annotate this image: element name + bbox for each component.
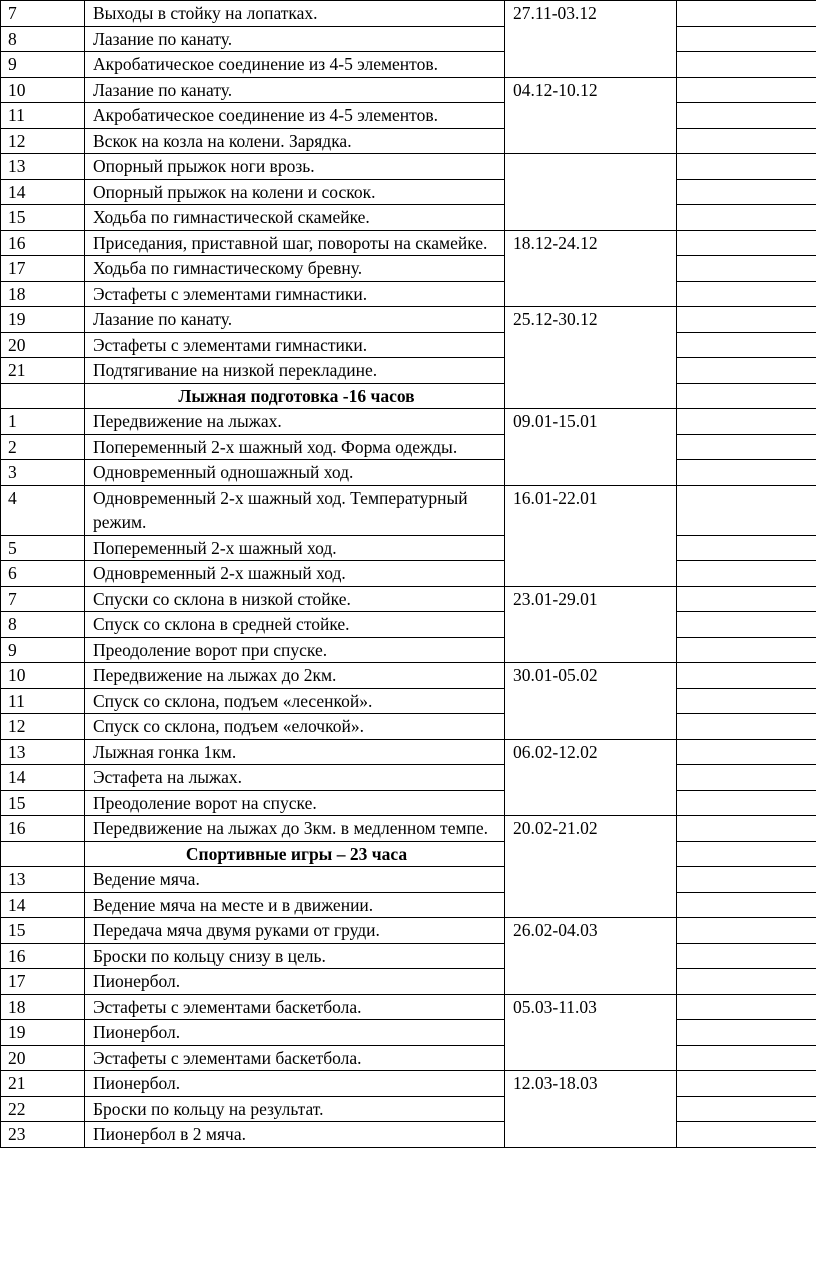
lesson-topic: Вскок на козла на колени. Зарядка. [85, 128, 505, 154]
correction-cell [677, 52, 816, 78]
lesson-topic: Одновременный одношажный ход. [85, 460, 505, 486]
lesson-number: 12 [1, 128, 85, 154]
lesson-number: 9 [1, 637, 85, 663]
lesson-number: 1 [1, 409, 85, 435]
lesson-topic: Спуск со склона в средней стойке. [85, 612, 505, 638]
lesson-number: 18 [1, 281, 85, 307]
correction-cell [677, 307, 816, 333]
lesson-topic: Выходы в стойку на лопатках. [85, 1, 505, 27]
table-row [1, 460, 816, 486]
lesson-date-range [505, 154, 677, 231]
lesson-date-range: 06.02-12.02 [505, 739, 677, 816]
lesson-number: 9 [1, 52, 85, 78]
lesson-number: 11 [1, 688, 85, 714]
correction-cell [677, 918, 816, 944]
correction-cell [677, 892, 816, 918]
correction-cell [677, 790, 816, 816]
correction-cell [677, 434, 816, 460]
lesson-number: 7 [1, 586, 85, 612]
lesson-date-range: 20.02-21.02 [505, 816, 677, 918]
table-row [1, 586, 816, 612]
lesson-number: 14 [1, 765, 85, 791]
lesson-topic: Передвижение на лыжах до 2км. [85, 663, 505, 689]
lesson-topic: Пионербол в 2 мяча. [85, 1122, 505, 1148]
table-row [1, 1045, 816, 1071]
table-row [1, 179, 816, 205]
section-header-row [1, 841, 816, 867]
lesson-number: 21 [1, 1071, 85, 1097]
table-row [1, 358, 816, 384]
lesson-number: 14 [1, 179, 85, 205]
section-title: Спортивные игры – 23 часа [85, 841, 505, 867]
correction-cell [677, 256, 816, 282]
lesson-topic: Передвижение на лыжах. [85, 409, 505, 435]
table-row [1, 714, 816, 740]
correction-cell [677, 637, 816, 663]
correction-cell [677, 586, 816, 612]
correction-cell [677, 26, 816, 52]
lesson-date-range: 04.12-10.12 [505, 77, 677, 154]
table-row [1, 434, 816, 460]
correction-cell [677, 688, 816, 714]
table-row [1, 230, 816, 256]
lesson-number: 18 [1, 994, 85, 1020]
lesson-number: 5 [1, 535, 85, 561]
lesson-number: 17 [1, 969, 85, 995]
lesson-number: 10 [1, 77, 85, 103]
lesson-topic: Опорный прыжок ноги врозь. [85, 154, 505, 180]
correction-cell [677, 816, 816, 842]
table-row [1, 637, 816, 663]
table-row [1, 103, 816, 129]
table-row [1, 816, 816, 842]
lesson-date-range: 27.11-03.12 [505, 1, 677, 78]
lesson-topic: Пионербол. [85, 1020, 505, 1046]
lesson-topic: Попеременный 2-х шажный ход. Форма одежды. [85, 434, 505, 460]
lesson-topic: Опорный прыжок на колени и соскок. [85, 179, 505, 205]
lesson-topic: Броски по кольцу снизу в цель. [85, 943, 505, 969]
table-row [1, 765, 816, 791]
lesson-plan-body [1, 1, 816, 1148]
table-row [1, 969, 816, 995]
lesson-topic: Эстафеты с элементами гимнастики. [85, 281, 505, 307]
table-row [1, 688, 816, 714]
section-number-cell [1, 841, 85, 867]
lesson-number: 16 [1, 943, 85, 969]
correction-cell [677, 77, 816, 103]
lesson-date-range: 05.03-11.03 [505, 994, 677, 1071]
table-row [1, 867, 816, 893]
correction-cell [677, 1, 816, 27]
lesson-date-range: 30.01-05.02 [505, 663, 677, 740]
lesson-number: 20 [1, 1045, 85, 1071]
lesson-number: 15 [1, 205, 85, 231]
correction-cell [677, 535, 816, 561]
table-row [1, 739, 816, 765]
table-row [1, 918, 816, 944]
correction-cell [677, 969, 816, 995]
correction-cell [677, 1096, 816, 1122]
table-row [1, 307, 816, 333]
lesson-topic: Спуски со склона в низкой стойке. [85, 586, 505, 612]
lesson-topic: Броски по кольцу на результат. [85, 1096, 505, 1122]
correction-cell [677, 612, 816, 638]
table-row [1, 663, 816, 689]
correction-cell [677, 205, 816, 231]
correction-cell [677, 409, 816, 435]
table-row [1, 485, 816, 535]
lesson-topic: Лазание по канату. [85, 307, 505, 333]
correction-cell [677, 460, 816, 486]
lesson-number: 13 [1, 154, 85, 180]
lesson-number: 13 [1, 739, 85, 765]
lesson-topic: Попеременный 2-х шажный ход. [85, 535, 505, 561]
lesson-topic: Ходьба по гимнастическому бревну. [85, 256, 505, 282]
lesson-number: 19 [1, 307, 85, 333]
lesson-topic: Пионербол. [85, 1071, 505, 1097]
lesson-topic: Ведение мяча на месте и в движении. [85, 892, 505, 918]
lesson-topic: Эстафеты с элементами баскетбола. [85, 994, 505, 1020]
table-row [1, 790, 816, 816]
section-title: Лыжная подготовка -16 часов [85, 383, 505, 409]
table-row [1, 256, 816, 282]
table-row [1, 612, 816, 638]
lesson-topic: Эстафеты с элементами баскетбола. [85, 1045, 505, 1071]
table-row [1, 535, 816, 561]
lesson-number: 7 [1, 1, 85, 27]
table-row [1, 1071, 816, 1097]
correction-cell [677, 230, 816, 256]
lesson-topic: Ведение мяча. [85, 867, 505, 893]
table-row [1, 409, 816, 435]
lesson-number: 15 [1, 918, 85, 944]
table-row [1, 52, 816, 78]
table-row [1, 77, 816, 103]
lesson-number: 14 [1, 892, 85, 918]
correction-cell [677, 1122, 816, 1148]
lesson-number: 6 [1, 561, 85, 587]
table-row [1, 332, 816, 358]
correction-cell [677, 383, 816, 409]
section-number-cell [1, 383, 85, 409]
correction-cell [677, 1020, 816, 1046]
lesson-date-range: 12.03-18.03 [505, 1071, 677, 1148]
table-row [1, 26, 816, 52]
correction-cell [677, 765, 816, 791]
lesson-number: 8 [1, 26, 85, 52]
lesson-topic: Передвижение на лыжах до 3км. в медленном темпе. [85, 816, 505, 842]
lesson-topic: Преодоление ворот при спуске. [85, 637, 505, 663]
correction-cell [677, 943, 816, 969]
lesson-date-range: 09.01-15.01 [505, 409, 677, 486]
table-row [1, 1020, 816, 1046]
lesson-topic: Лазание по канату. [85, 26, 505, 52]
correction-cell [677, 154, 816, 180]
table-row [1, 943, 816, 969]
lesson-number: 16 [1, 230, 85, 256]
table-row [1, 561, 816, 587]
lesson-number: 8 [1, 612, 85, 638]
correction-cell [677, 179, 816, 205]
lesson-number: 23 [1, 1122, 85, 1148]
lesson-number: 20 [1, 332, 85, 358]
lesson-number: 15 [1, 790, 85, 816]
correction-cell [677, 358, 816, 384]
lesson-topic: Спуск со склона, подъем «лесенкой». [85, 688, 505, 714]
correction-cell [677, 714, 816, 740]
correction-cell [677, 103, 816, 129]
correction-cell [677, 281, 816, 307]
correction-cell [677, 485, 816, 535]
correction-cell [677, 739, 816, 765]
lesson-number: 2 [1, 434, 85, 460]
lesson-number: 10 [1, 663, 85, 689]
correction-cell [677, 1071, 816, 1097]
lesson-topic: Передача мяча двумя руками от груди. [85, 918, 505, 944]
lesson-number: 19 [1, 1020, 85, 1046]
correction-cell [677, 841, 816, 867]
lesson-topic: Одновременный 2-х шажный ход. Температурный режим. [85, 485, 505, 535]
lesson-topic: Подтягивание на низкой перекладине. [85, 358, 505, 384]
correction-cell [677, 994, 816, 1020]
lesson-number: 17 [1, 256, 85, 282]
lesson-topic: Лыжная гонка 1км. [85, 739, 505, 765]
lesson-topic: Спуск со склона, подъем «елочкой». [85, 714, 505, 740]
lesson-date-range: 18.12-24.12 [505, 230, 677, 307]
lesson-number: 16 [1, 816, 85, 842]
table-row [1, 892, 816, 918]
lesson-number: 21 [1, 358, 85, 384]
table-row [1, 994, 816, 1020]
table-row [1, 1122, 816, 1148]
lesson-topic: Преодоление ворот на спуске. [85, 790, 505, 816]
correction-cell [677, 561, 816, 587]
correction-cell [677, 332, 816, 358]
lesson-topic: Приседания, приставной шаг, повороты на скамейке. [85, 230, 505, 256]
correction-cell [677, 867, 816, 893]
lesson-number: 11 [1, 103, 85, 129]
lesson-date-range: 26.02-04.03 [505, 918, 677, 995]
table-row [1, 1096, 816, 1122]
lesson-topic: Пионербол. [85, 969, 505, 995]
correction-cell [677, 1045, 816, 1071]
lesson-date-range: 25.12-30.12 [505, 307, 677, 409]
lesson-topic: Одновременный 2-х шажный ход. [85, 561, 505, 587]
correction-cell [677, 663, 816, 689]
lesson-topic: Акробатическое соединение из 4-5 элементов. [85, 52, 505, 78]
lesson-number: 12 [1, 714, 85, 740]
lesson-topic: Акробатическое соединение из 4-5 элементов. [85, 103, 505, 129]
lesson-number: 22 [1, 1096, 85, 1122]
lesson-number: 4 [1, 485, 85, 535]
lesson-topic: Лазание по канату. [85, 77, 505, 103]
correction-cell [677, 128, 816, 154]
table-row [1, 128, 816, 154]
section-header-row [1, 383, 816, 409]
lesson-date-range: 23.01-29.01 [505, 586, 677, 663]
lesson-date-range: 16.01-22.01 [505, 485, 677, 586]
table-row [1, 1, 816, 27]
lesson-topic: Эстафета на лыжах. [85, 765, 505, 791]
table-row [1, 154, 816, 180]
lesson-number: 13 [1, 867, 85, 893]
table-row [1, 205, 816, 231]
table-row [1, 281, 816, 307]
lesson-number: 3 [1, 460, 85, 486]
lesson-topic: Эстафеты с элементами гимнастики. [85, 332, 505, 358]
lesson-topic: Ходьба по гимнастической скамейке. [85, 205, 505, 231]
